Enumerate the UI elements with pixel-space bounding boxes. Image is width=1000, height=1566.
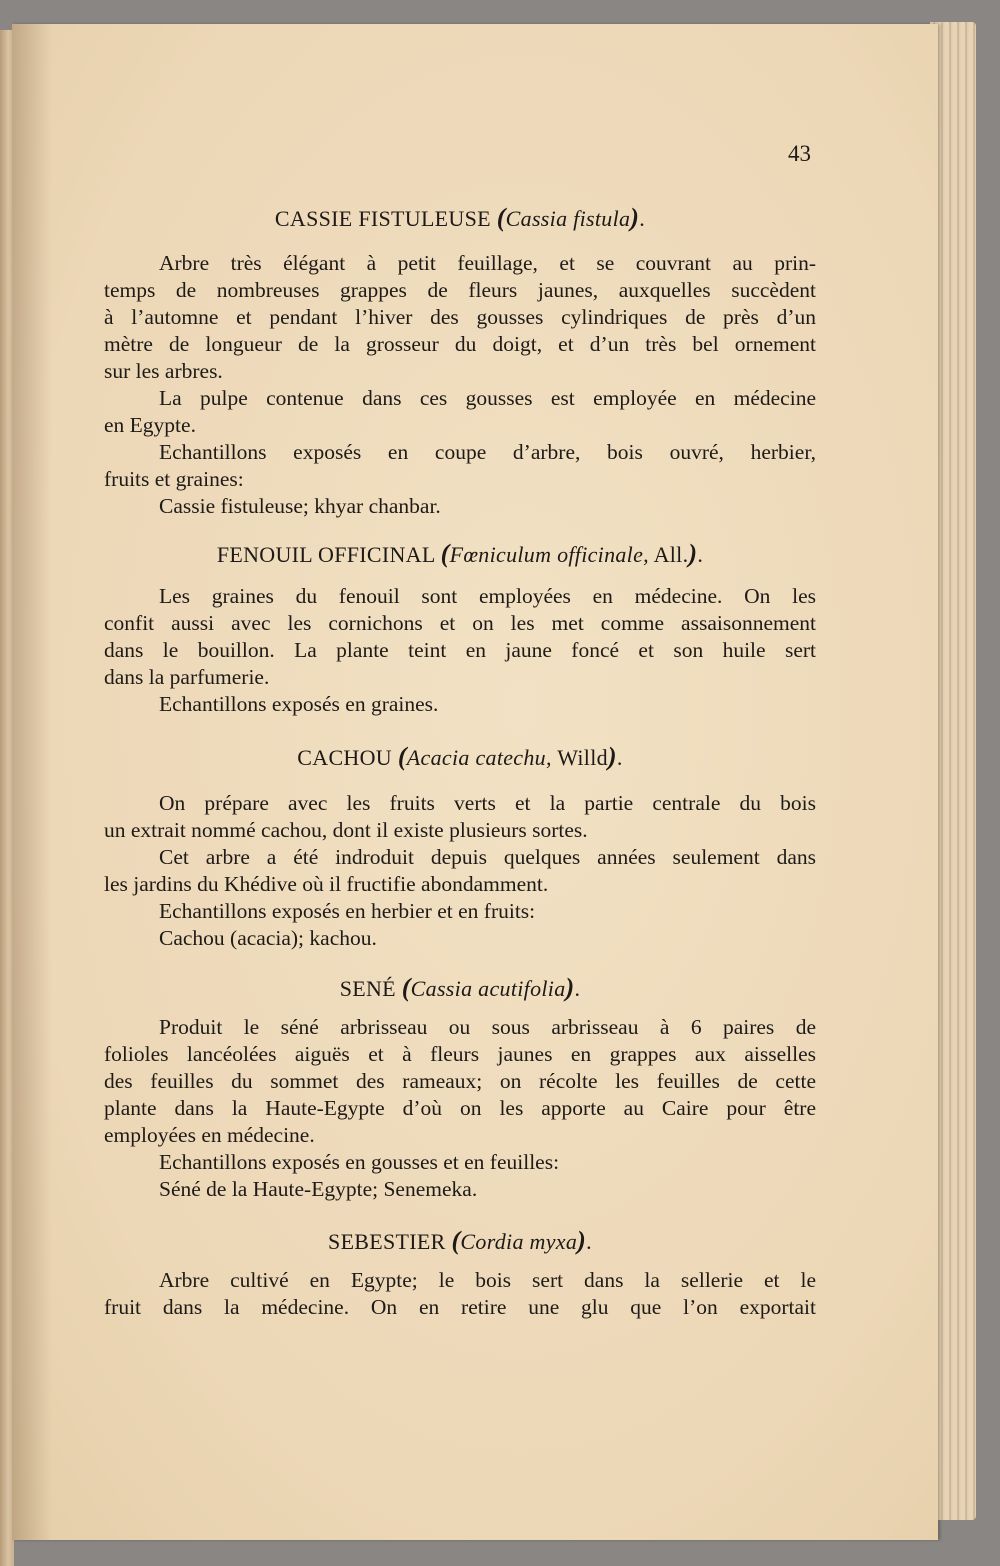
heading-author: Willd (557, 745, 608, 770)
heading-title: SENÉ (339, 976, 396, 1001)
text-line: les jardins du Khédive où il fructifie abondamment. (104, 872, 549, 896)
heading-latin-name: Cordia myxa (460, 1229, 578, 1254)
heading-title: CASSIE FISTULEUSE (274, 206, 491, 231)
text-line: des feuilles du sommet des rameaux; on récolte les feuilles de cette (104, 1069, 816, 1093)
text-line: Cet arbre a été indroduit depuis quelques années seulement dans (159, 845, 816, 869)
paragraph (104, 1267, 816, 1321)
text-line: On prépare avec les fruits verts et la partie centrale du bois (159, 791, 816, 815)
text-line: Echantillons exposés en graines. (159, 692, 439, 716)
text-line: mètre de longueur de la grosseur du doigt, et d’un très bel ornement (104, 332, 816, 356)
text-line: folioles lancéolées aiguës et à fleurs jaunes en grappes aux aisselles (104, 1042, 816, 1066)
text-line: en Egypte. (104, 413, 196, 437)
text-line: Echantillons exposés en herbier et en fruits: (159, 899, 536, 923)
text-line: Arbre très élégant à petit feuillage, et se couvrant au prin- (159, 251, 816, 275)
text-line: Echantillons exposés en coupe d’arbre, bois ouvré, herbier, (159, 440, 816, 464)
section-heading-sene: SENÉ (Cassia acutifolia). (339, 973, 581, 1002)
heading-title: FENOUIL OFFICINAL (216, 542, 435, 567)
text-line: Séné de la Haute-Egypte; Senemeka. (159, 1177, 478, 1201)
text-line: fruit dans la médecine. On en retire une glu que l’on exportait (104, 1295, 816, 1319)
text-line: plante dans la Haute-Egypte d’où on les apporte au Caire pour être (104, 1096, 816, 1120)
heading-latin-name: Fœniculum officinale, (449, 542, 649, 567)
text-line: dans le bouillon. La plante teint en jaune foncé et son huile sert (104, 638, 816, 662)
gutter-shadow (12, 24, 52, 1540)
text-line: Cachou (acacia); kachou. (159, 926, 377, 950)
paragraph (104, 583, 816, 718)
text-line: confit aussi avec les cornichons et on les met comme assaisonnement (104, 611, 816, 635)
text-line: Produit le séné arbrisseau ou sous arbrisseau à 6 paires de (159, 1015, 816, 1039)
paragraph (104, 790, 816, 952)
text-line: Les graines du fenouil sont employées en médecine. On les (159, 584, 816, 608)
text-line: fruits et graines: (104, 467, 244, 491)
paragraph (104, 1014, 816, 1203)
heading-latin-name: Cassia fistula (505, 206, 631, 231)
text-line: employées en médecine. (104, 1123, 315, 1147)
page-number: 43 (788, 141, 811, 166)
text-line: un extrait nommé cachou, dont il existe plusieurs sortes. (104, 818, 588, 842)
text-line: Cassie fistuleuse; khyar chanbar. (159, 494, 441, 518)
text-line: à l’automne et pendant l’hiver des gousses cylindriques de près d’un (104, 305, 816, 329)
heading-author: All. (653, 542, 689, 567)
heading-latin-name: Cassia acutifolia (410, 976, 566, 1001)
section-heading-cachou: CACHOU (Acacia catechu, Willd). (297, 742, 623, 771)
text-line: sur les arbres. (104, 359, 223, 383)
paragraph (104, 250, 816, 520)
heading-title: SEBESTIER (328, 1229, 446, 1254)
text-line: dans la parfumerie. (104, 665, 270, 689)
text-line: Echantillons exposés en gousses et en feuilles: (159, 1150, 560, 1174)
text-line: temps de nombreuses grappes de fleurs jaunes, auxquelles succèdent (104, 278, 816, 302)
text-line: Arbre cultivé en Egypte; le bois sert dans la sellerie et le (159, 1268, 816, 1292)
heading-latin-name: Acacia catechu, (406, 745, 552, 770)
text-line: La pulpe contenue dans ces gousses est employée en médecine (159, 386, 816, 410)
section-heading-cassie: CASSIE FISTULEUSE (Cassia fistula). (274, 203, 646, 232)
heading-title: CACHOU (297, 745, 392, 770)
section-heading-fenouil: FENOUIL OFFICINAL (Fœniculum officinale, All.). (216, 539, 704, 568)
section-heading-sebestier: SEBESTIER (Cordia myxa). (328, 1226, 592, 1255)
